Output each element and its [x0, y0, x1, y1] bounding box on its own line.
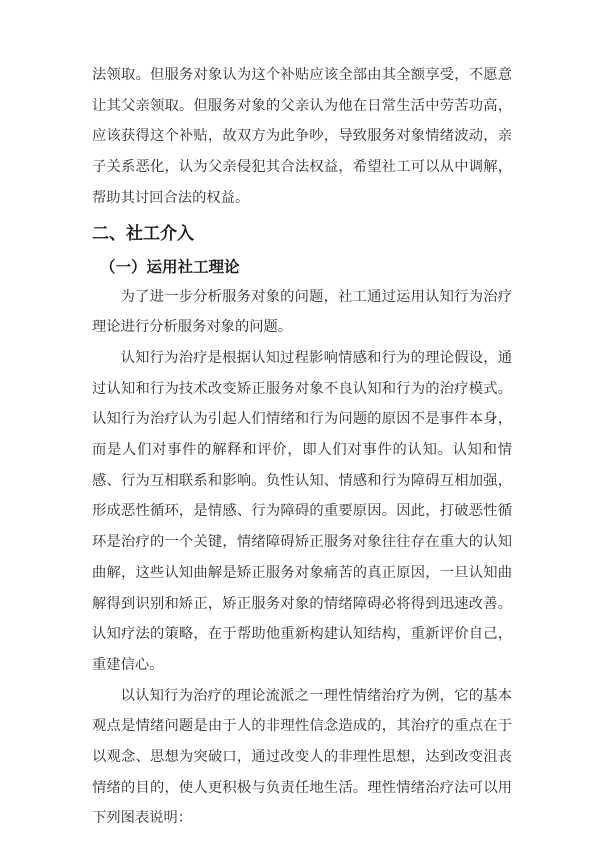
subsection-heading: （一）运用社工理论 [100, 257, 240, 276]
document-body [92, 60, 512, 834]
paragraph-ret-example: 以认知行为治疗的理论流派之一理性情绪治疗为例，它的基本观点是情绪问题是由于人的非理性信念造成的，其治疗的重点在于以观念、思想为突破口，通过改变人的非理性思想，达到改变沮丧情绪的目的，使人更积极与负责任地生活。理性情绪治疗法可以用下列图表说明： [92, 687, 512, 827]
paragraph-cbt-theory: 认知行为治疗是根据认知过程影响情感和行为的理论假设，通过认知和行为技术改变矫正服务对象不良认知和行为的治疗模式。认知行为治疗认为引起人们情绪和行为问题的原因不是事件本身，而是人们对事件的解释和评价，即人们对事件的认知。认知和情感、行为互相联系和影响。负性认知、情感和行为障碍互相加强，形成恶性循环，是情感、行为障碍的重要原因。因此，打破恶性循环是治疗的一个关键，情绪障碍矫正服务对象往往存在重大的认知曲解，这些认知曲解是矫正服务对象痛苦的真正原因，一旦认知曲解得到识别和矫正，矫正服务对象的情绪障碍必将得到迅速改善。认知疗法的策略，在于帮助他重新构建认知结构，重新评价自己，重建信心。 [92, 349, 512, 673]
intro-paragraph: 法领取。但服务对象认为这个补贴应该全部由其全额享受，不愿意让其父亲领取。但服务对象的父亲认为他在日常生活中劳苦功高，应该获得这个补贴，故双方为此争吵，导致服务对象情绪波动，亲子关系恶化，认为父亲侵犯其合法权益，希望社工可以从中调解，帮助其讨回合法的权益。 [92, 67, 512, 206]
paragraph-purpose: 为了进一步分析服务对象的问题，社工通过运用认知行为治疗理论进行分析服务对象的问题。 [92, 288, 512, 336]
section-heading: 二、社工介入 [92, 223, 194, 244]
